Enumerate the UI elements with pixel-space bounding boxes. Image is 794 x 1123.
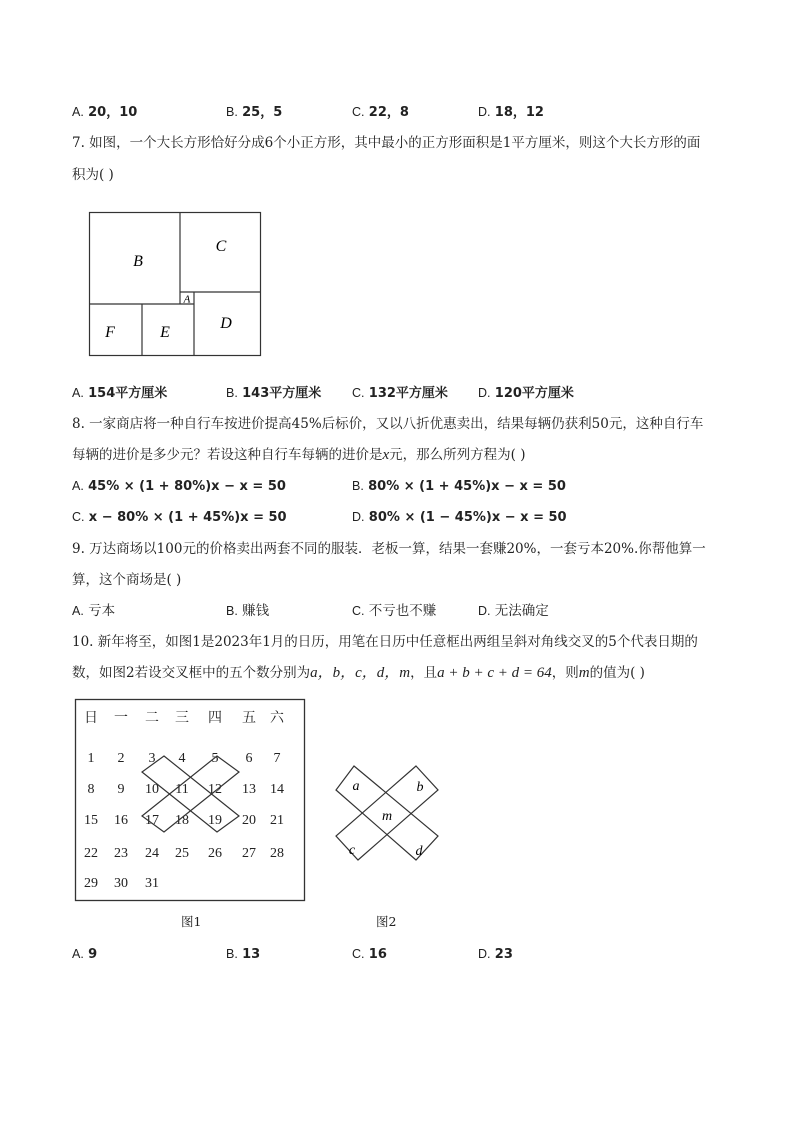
weekday-header: 一: [114, 711, 128, 726]
calendar-day: 4: [178, 751, 186, 766]
calendar-day: 24: [145, 846, 159, 861]
calendar-day: 14: [270, 782, 284, 797]
weekday-header: 日: [84, 711, 98, 726]
calendar-day: 3: [148, 751, 156, 766]
q7-option-a: A. 154平方厘米: [72, 386, 168, 401]
weekday-header: 四: [208, 711, 222, 726]
label-d: D: [220, 315, 232, 332]
q10-option-b: B. 13: [226, 947, 261, 962]
calendar-day: 2: [117, 751, 125, 766]
calendar-day: 12: [208, 782, 222, 797]
label-c: C: [215, 238, 227, 255]
calendar-day: 23: [114, 846, 128, 861]
cross-figure: [332, 762, 444, 866]
q9-stem-line1: 9. 万达商场以100元的价格卖出两套不同的服装．老板一算，结果一套赚20%，一套亏本20%.你帮他算一: [72, 541, 706, 557]
q10-option-a: A. 9: [72, 947, 98, 962]
q9-option-b: B. 赚钱: [226, 603, 270, 619]
calendar-day: 31: [145, 876, 159, 891]
label-a: A: [183, 293, 191, 306]
q6-option-a: A. 20，10: [72, 105, 138, 120]
figure2-caption: 图2: [376, 914, 397, 929]
q8-option-d: D. 80% × (1 − 45%)x − x = 50: [352, 510, 567, 525]
q8-stem-line2: 每辆的进价是多少元？若设这种自行车每辆的进价是x元，那么所列方程为( ): [72, 447, 526, 463]
calendar-day: 25: [175, 846, 189, 861]
q8-option-b: B. 80% × (1 + 45%)x − x = 50: [352, 479, 566, 494]
calendar-day: 18: [175, 813, 189, 828]
calendar-day: 13: [242, 782, 256, 797]
q10-stem-line1: 10. 新年将至，如图1是2023年1月的日历，用笔在日历中任意框出两组呈斜对角线交叉的5个代表日期的: [72, 634, 698, 650]
calendar-day: 8: [87, 782, 95, 797]
calendar-day: 22: [84, 846, 98, 861]
calendar-day: 10: [145, 782, 159, 797]
weekday-header: 五: [242, 711, 256, 726]
calendar-day: 16: [114, 813, 128, 828]
q10-stem-line2: 数，如图2若设交叉框中的五个数分别为a，b，c，d，m，且a + b + c + d = 64，则m的值为( ): [72, 665, 645, 681]
q6-option-b: B. 25，5: [226, 105, 283, 120]
outer-rectangle: [90, 213, 261, 356]
q7-stem-line2: 积为( ): [72, 167, 114, 183]
calendar-day: 7: [273, 751, 281, 766]
calendar-day: 1: [87, 751, 95, 766]
calendar-day: 6: [245, 751, 253, 766]
calendar-day: 17: [145, 813, 159, 828]
fig2-label-d: d: [415, 844, 423, 859]
calendar-day: 5: [211, 751, 219, 766]
calendar-day: 21: [270, 813, 284, 828]
calendar-border: [76, 700, 305, 901]
calendar-figure: [74, 698, 308, 904]
q8-option-c: C. x − 80% × (1 + 45%)x = 50: [72, 510, 287, 525]
q7-stem-line1: 7. 如图，一个大长方形恰好分成6个小正方形，其中最小的正方形面积是1平方厘米，则这个大长方形的面: [72, 135, 701, 151]
calendar-day: 28: [270, 846, 284, 861]
weekday-header: 六: [270, 711, 284, 726]
weekday-header: 三: [175, 711, 189, 726]
q7-option-d: D. 120平方厘米: [478, 386, 574, 401]
q7-option-b: B. 143平方厘米: [226, 386, 322, 401]
calendar-day: 20: [242, 813, 256, 828]
q7-option-c: C. 132平方厘米: [352, 386, 448, 401]
fig2-label-m: m: [381, 809, 393, 824]
calendar-day: 29: [84, 876, 98, 891]
q9-option-c: C. 不亏也不赚: [352, 603, 437, 619]
q6-option-d: D. 18，12: [478, 105, 544, 120]
calendar-day: 19: [208, 813, 222, 828]
label-f: F: [105, 324, 115, 341]
q8-option-a: A. 45% × (1 + 80%)x − x = 50: [72, 479, 286, 494]
label-b: B: [133, 253, 143, 270]
fig2-label-c: c: [348, 843, 356, 858]
q10-option-d: D. 23: [478, 947, 513, 962]
q10-option-c: C. 16: [352, 947, 387, 962]
calendar-day: 26: [208, 846, 222, 861]
q9-stem-line2: 算，这个商场是( ): [72, 572, 182, 588]
q9-option-a: A. 亏本: [72, 603, 116, 619]
fig2-label-a: a: [352, 779, 360, 794]
label-e: E: [160, 324, 170, 341]
q6-option-c: C. 22，8: [352, 105, 409, 120]
figure1-caption: 图1: [181, 914, 202, 929]
q8-stem-line1: 8. 一家商店将一种自行车按进价提高45%后标价，又以八折优惠卖出，结果每辆仍获利50元，这种自行车: [72, 416, 704, 432]
q7-rectangle-figure: [86, 208, 266, 360]
calendar-day: 9: [117, 782, 125, 797]
fig2-label-b: b: [416, 780, 424, 795]
calendar-day: 30: [114, 876, 128, 891]
calendar-day: 15: [84, 813, 98, 828]
weekday-header: 二: [145, 711, 159, 726]
calendar-day: 11: [175, 782, 189, 797]
calendar-day: 27: [242, 846, 256, 861]
q9-option-d: D. 无法确定: [478, 603, 549, 619]
